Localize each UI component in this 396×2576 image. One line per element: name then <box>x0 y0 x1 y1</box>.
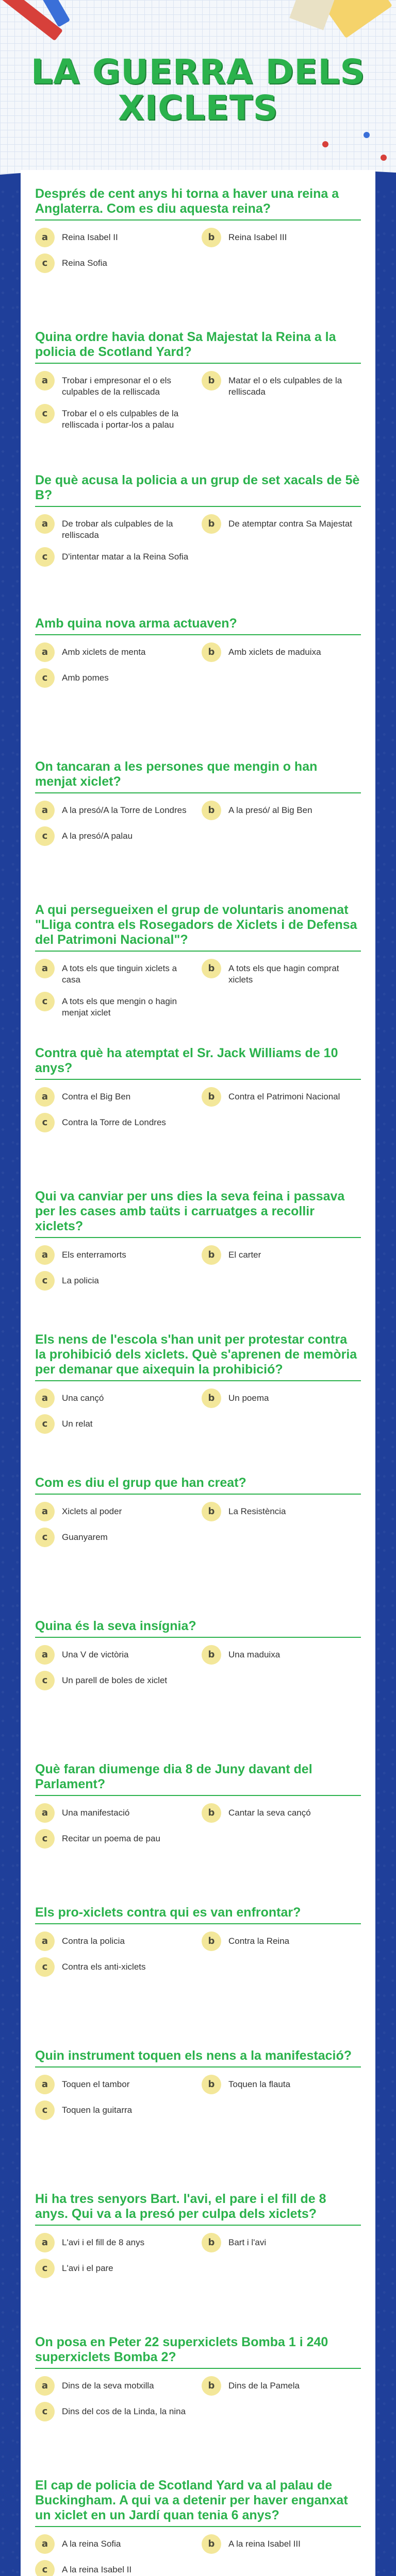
answer-option-a[interactable] <box>35 1502 194 1521</box>
option-letter-badge: b <box>202 1087 221 1107</box>
page-title: LA GUERRA DELS XICLETS <box>30 52 366 128</box>
answer-options <box>35 514 361 567</box>
answer-option-c[interactable] <box>35 1957 194 1977</box>
option-label: L'avi i el pare <box>62 2263 113 2273</box>
option-letter-badge: b <box>202 2376 221 2396</box>
option-letter-badge: c <box>35 1528 55 1547</box>
option-label: Un relat <box>62 1419 93 1429</box>
answer-option-b[interactable] <box>202 2075 361 2094</box>
option-letter-badge: a <box>35 1645 55 1665</box>
question-title: Els nens de l'escola s'han unit per protestar contra la prohibició dels xiclets. Què s'aprenen de memòria per demanar que aixequin la prohibició? <box>35 1332 361 1381</box>
option-letter-badge: c <box>35 2402 55 2421</box>
option-label: A la presó/A la Torre de Londres <box>62 805 187 815</box>
option-letter-badge: c <box>35 2560 55 2576</box>
question-block <box>35 1905 361 2048</box>
answer-options <box>35 959 361 1019</box>
answer-option-c[interactable] <box>35 2560 194 2576</box>
question-title: Amb quina nova arma actuaven? <box>35 616 361 635</box>
option-label: Una V de victòria <box>62 1650 129 1659</box>
answer-option-a[interactable] <box>35 228 194 247</box>
option-letter-badge: a <box>35 2376 55 2396</box>
answer-option-b[interactable] <box>202 1388 361 1408</box>
answer-option-c[interactable] <box>35 253 194 273</box>
option-letter-badge: b <box>202 228 221 247</box>
option-letter-badge: c <box>35 1829 55 1849</box>
option-letter-badge: a <box>35 1931 55 1951</box>
question-title: Després de cent anys hi torna a haver una reina a Anglaterra. Com es diu aquesta reina? <box>35 187 361 221</box>
answer-option-c[interactable] <box>35 2100 194 2120</box>
answer-option-b[interactable] <box>202 514 361 541</box>
answer-options <box>35 2075 361 2120</box>
option-label: Xiclets al poder <box>62 1506 122 1516</box>
option-letter-badge: c <box>35 668 55 688</box>
option-letter-badge: c <box>35 826 55 846</box>
question-title: Com es diu el grup que han creat? <box>35 1476 361 1495</box>
option-letter-badge: b <box>202 801 221 820</box>
option-letter-badge: c <box>35 404 55 423</box>
answer-option-a[interactable] <box>35 959 194 986</box>
option-label: Contra el Patrimoni Nacional <box>228 1092 340 1101</box>
option-letter-badge: a <box>35 1388 55 1408</box>
option-letter-badge: b <box>202 514 221 534</box>
answer-options <box>35 371 361 431</box>
answer-options <box>35 642 361 688</box>
option-label: El carter <box>228 1250 261 1260</box>
answer-options <box>35 801 361 846</box>
question-block <box>35 2335 361 2478</box>
quiz-card <box>21 170 375 2576</box>
option-letter-badge: c <box>35 2259 55 2278</box>
option-letter-badge: a <box>35 514 55 534</box>
option-label: A la reina Isabel III <box>228 2539 301 2549</box>
question-title: Contra què ha atemptat el Sr. Jack Williams de 10 anys? <box>35 1046 361 1080</box>
option-label: Trobar i empresonar el o els culpables de la relliscada <box>62 376 171 397</box>
option-letter-badge: b <box>202 1803 221 1823</box>
option-label: Amb xiclets de maduixa <box>228 647 321 657</box>
answer-option-a[interactable] <box>35 2233 194 2252</box>
answer-option-a[interactable] <box>35 2376 194 2396</box>
option-letter-badge: b <box>202 1502 221 1521</box>
answer-option-c[interactable] <box>35 404 194 431</box>
answer-options <box>35 2233 361 2278</box>
option-label: Matar el o els culpables de la relliscada <box>228 376 342 397</box>
option-label: Amb xiclets de menta <box>62 647 146 657</box>
answer-option-a[interactable] <box>35 1087 194 1107</box>
option-letter-badge: a <box>35 1502 55 1521</box>
option-letter-badge: c <box>35 992 55 1011</box>
answer-option-a[interactable] <box>35 514 194 541</box>
answer-option-b[interactable] <box>202 801 361 820</box>
question-block <box>35 1189 361 1332</box>
answer-options <box>35 2534 361 2576</box>
answer-option-a[interactable] <box>35 371 194 398</box>
option-label: De trobar als culpables de la relliscada <box>62 519 173 540</box>
answer-options <box>35 1245 361 1291</box>
option-letter-badge: c <box>35 547 55 567</box>
answer-option-c[interactable] <box>35 547 194 567</box>
option-label: Contra els anti-xiclets <box>62 1962 146 1972</box>
answer-options <box>35 228 361 273</box>
option-letter-badge: a <box>35 801 55 820</box>
question-block <box>35 2192 361 2335</box>
option-label: Reina Sofia <box>62 258 107 268</box>
option-label: A la reina Sofia <box>62 2539 121 2549</box>
option-letter-badge: c <box>35 1113 55 1132</box>
option-label: Trobar el o els culpables de la relliscada i portar-los a palau <box>62 409 179 430</box>
option-letter-badge: b <box>202 959 221 978</box>
option-letter-badge: c <box>35 253 55 273</box>
answer-option-c[interactable] <box>35 992 194 1019</box>
option-label: Toquen la flauta <box>228 2079 291 2089</box>
bead-icon <box>364 132 370 138</box>
option-letter-badge: a <box>35 2233 55 2252</box>
answer-option-b[interactable] <box>202 642 361 662</box>
option-label: Recitar un poema de pau <box>62 1834 160 1843</box>
answer-option-b[interactable] <box>202 1803 361 1823</box>
option-label: Cantar la seva cançó <box>228 1808 311 1818</box>
answer-options <box>35 1931 361 1977</box>
option-letter-badge: a <box>35 2075 55 2094</box>
option-letter-badge: a <box>35 642 55 662</box>
question-title: Quina ordre havia donat Sa Majestat la Reina a la policia de Scotland Yard? <box>35 330 361 364</box>
answer-option-a[interactable] <box>35 1931 194 1951</box>
option-label: Reina Isabel III <box>228 232 287 242</box>
answer-option-a[interactable] <box>35 1645 194 1665</box>
option-label: Una manifestació <box>62 1808 130 1818</box>
answer-option-c[interactable] <box>35 1271 194 1291</box>
option-letter-badge: c <box>35 2100 55 2120</box>
answer-option-b[interactable] <box>202 1087 361 1107</box>
option-label: La Resistència <box>228 1506 286 1516</box>
ruler-icon <box>322 0 392 38</box>
bead-icon <box>381 155 387 161</box>
option-label: Un poema <box>228 1393 269 1403</box>
option-label: Els enterramorts <box>62 1250 126 1260</box>
option-letter-badge: c <box>35 1414 55 1434</box>
option-label: A la presó/ al Big Ben <box>228 805 312 815</box>
option-label: Contra el Big Ben <box>62 1092 131 1101</box>
question-title: El cap de policia de Scotland Yard va al palau de Buckingham. A qui va a detenir per haver enganxat un xiclet en un Jardí quan tenia 6 anys? <box>35 2478 361 2527</box>
option-label: De atemptar contra Sa Majestat <box>228 519 353 529</box>
answer-option-c[interactable] <box>35 2259 194 2278</box>
option-label: Dins del cos de la Linda, la nina <box>62 2406 186 2416</box>
option-label: Contra la policia <box>62 1936 125 1946</box>
question-block <box>35 1046 361 1189</box>
answer-option-c[interactable] <box>35 668 194 688</box>
option-label: A tots els que mengin o hagin menjat xiclet <box>62 996 177 1018</box>
question-block <box>35 473 361 616</box>
question-block <box>35 187 361 330</box>
option-label: Una maduixa <box>228 1650 280 1659</box>
answer-option-b[interactable] <box>202 228 361 247</box>
answer-option-a[interactable] <box>35 1245 194 1265</box>
question-title: Quin instrument toquen els nens a la manifestació? <box>35 2048 361 2067</box>
option-letter-badge: b <box>202 2233 221 2252</box>
answer-option-a[interactable] <box>35 642 194 662</box>
question-block <box>35 1332 361 1476</box>
answer-option-b[interactable] <box>202 1245 361 1265</box>
option-letter-badge: a <box>35 371 55 391</box>
question-block <box>35 1762 361 1905</box>
answer-option-b[interactable] <box>202 2534 361 2554</box>
option-label: Dins de la seva motxilla <box>62 2381 154 2391</box>
answer-option-b[interactable] <box>202 1931 361 1951</box>
question-title: De què acusa la policia a un grup de set xacals de 5è B? <box>35 473 361 507</box>
question-block <box>35 330 361 473</box>
question-block <box>35 1476 361 1619</box>
question-title: Qui va canviar per uns dies la seva feina i passava per les cases amb taüts i carruatges a recollir xiclets? <box>35 1189 361 1238</box>
option-label: Toquen el tambor <box>62 2079 130 2089</box>
option-letter-badge: a <box>35 228 55 247</box>
question-title: On tancaran a les persones que mengin o han menjat xiclet? <box>35 759 361 793</box>
option-label: A la reina Isabel II <box>62 2565 132 2574</box>
answer-option-c[interactable] <box>35 1671 194 1690</box>
option-label: Un parell de boles de xiclet <box>62 1675 168 1685</box>
answer-option-c[interactable] <box>35 826 194 846</box>
option-letter-badge: b <box>202 642 221 662</box>
question-block <box>35 1619 361 1762</box>
answer-option-a[interactable] <box>35 1803 194 1823</box>
question-title: On posa en Peter 22 superxiclets Bomba 1 i 240 superxiclets Bomba 2? <box>35 2335 361 2369</box>
answer-option-b[interactable] <box>202 959 361 986</box>
answer-option-c[interactable] <box>35 2402 194 2421</box>
answer-options <box>35 1803 361 1849</box>
option-label: Toquen la guitarra <box>62 2105 133 2115</box>
option-letter-badge: c <box>35 1271 55 1291</box>
answer-option-c[interactable] <box>35 1528 194 1547</box>
answer-option-b[interactable] <box>202 2376 361 2396</box>
option-letter-badge: a <box>35 1803 55 1823</box>
option-label: A tots els que tinguin xiclets a casa <box>62 963 177 985</box>
option-label: Amb pomes <box>62 673 109 683</box>
option-label: D'intentar matar a la Reina Sofia <box>62 552 189 562</box>
option-letter-badge: b <box>202 371 221 391</box>
question-block <box>35 2478 361 2576</box>
answer-option-c[interactable] <box>35 1414 194 1434</box>
option-letter-badge: b <box>202 1388 221 1408</box>
option-label: Contra la Torre de Londres <box>62 1117 166 1127</box>
option-label: Una cançó <box>62 1393 104 1403</box>
option-letter-badge: a <box>35 1087 55 1107</box>
answer-option-b[interactable] <box>202 1502 361 1521</box>
answer-option-b[interactable] <box>202 2233 361 2252</box>
option-letter-badge: b <box>202 2534 221 2554</box>
question-title: Hi ha tres senyors Bart. l'avi, el pare i el fill de 8 anys. Qui va a la presó per culpa dels xiclets? <box>35 2192 361 2226</box>
option-label: A tots els que hagin comprat xiclets <box>228 963 339 985</box>
option-label: Reina Isabel II <box>62 232 118 242</box>
question-block <box>35 903 361 1046</box>
answer-option-a[interactable] <box>35 1388 194 1408</box>
option-label: L'avi i el fill de 8 anys <box>62 2238 145 2247</box>
option-letter-badge: a <box>35 2534 55 2554</box>
answer-option-b[interactable] <box>202 371 361 398</box>
option-letter-badge: c <box>35 1957 55 1977</box>
answer-option-a[interactable] <box>35 2075 194 2094</box>
option-label: La policia <box>62 1276 99 1285</box>
option-label: Guanyarem <box>62 1532 108 1542</box>
answer-option-b[interactable] <box>202 1645 361 1665</box>
option-letter-badge: c <box>35 1671 55 1690</box>
bead-icon <box>322 141 328 147</box>
question-block <box>35 759 361 903</box>
question-title: Quina és la seva insígnia? <box>35 1619 361 1638</box>
answer-options <box>35 2376 361 2421</box>
option-letter-badge: a <box>35 959 55 978</box>
answer-option-c[interactable] <box>35 1829 194 1849</box>
option-label: Contra la Reina <box>228 1936 290 1946</box>
option-label: A la presó/A palau <box>62 831 133 841</box>
answer-options <box>35 1645 361 1690</box>
header <box>0 0 396 180</box>
question-block <box>35 2048 361 2192</box>
answer-options <box>35 1087 361 1132</box>
option-letter-badge: b <box>202 1245 221 1265</box>
answer-options <box>35 1502 361 1547</box>
answer-option-c[interactable] <box>35 1113 194 1132</box>
option-letter-badge: b <box>202 2075 221 2094</box>
option-letter-badge: b <box>202 1645 221 1665</box>
option-letter-badge: b <box>202 1931 221 1951</box>
answer-option-a[interactable] <box>35 801 194 820</box>
answer-option-a[interactable] <box>35 2534 194 2554</box>
answer-options <box>35 1388 361 1434</box>
option-label: Dins de la Pamela <box>228 2381 300 2391</box>
question-title: Què faran diumenge dia 8 de Juny davant del Parlament? <box>35 1762 361 1796</box>
question-title: A qui persegueixen el grup de voluntaris anomenat "Lliga contra els Rosegadors de Xiclets i de Defensa del Patrimoni Nacional"? <box>35 903 361 952</box>
option-label: Bart i l'avi <box>228 2238 267 2247</box>
question-block <box>35 616 361 759</box>
option-letter-badge: a <box>35 1245 55 1265</box>
question-title: Els pro-xiclets contra qui es van enfrontar? <box>35 1905 361 1924</box>
